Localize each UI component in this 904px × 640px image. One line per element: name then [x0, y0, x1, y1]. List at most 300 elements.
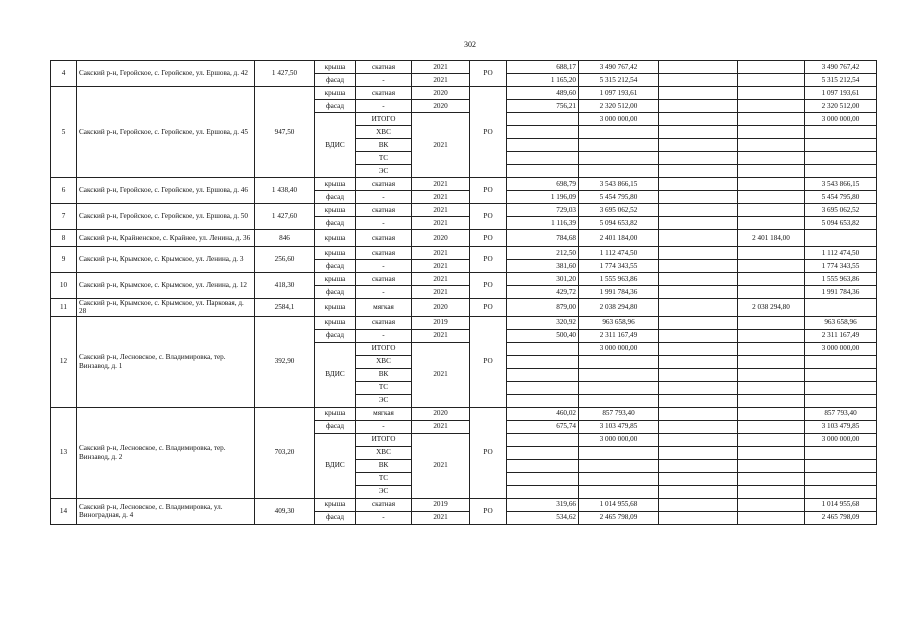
- year-cell: 2021: [412, 420, 470, 433]
- table-row: [51, 407, 877, 420]
- method-cell: РО: [470, 87, 507, 178]
- col-g-cell: 3 543 866,15: [805, 178, 877, 191]
- total-cost-cell: 1 555 963,86: [579, 273, 659, 286]
- type-cell: -: [356, 420, 412, 433]
- element-cell: крыша: [315, 87, 356, 100]
- page-number: 302: [464, 40, 476, 49]
- empty-cell: [659, 368, 738, 381]
- col-g-cell: [805, 165, 877, 178]
- unit-cost-cell: [507, 152, 579, 165]
- unit-cost-cell: 784,68: [507, 230, 579, 247]
- year-cell: 2021: [412, 74, 470, 87]
- total-cost-cell: 2 320 512,00: [579, 100, 659, 113]
- col-g-cell: [805, 459, 877, 472]
- type-cell: скатная: [356, 273, 412, 286]
- col-g-cell: [805, 355, 877, 368]
- col-f-cell: [738, 459, 805, 472]
- unit-cost-cell: [507, 355, 579, 368]
- method-cell: РО: [470, 204, 507, 230]
- empty-cell: [659, 485, 738, 498]
- col-f-cell: [738, 217, 805, 230]
- element-cell: фасад: [315, 420, 356, 433]
- type-cell: -: [356, 100, 412, 113]
- col-f-cell: [738, 472, 805, 485]
- year-cell: 2019: [412, 316, 470, 329]
- year-cell: 2021: [412, 217, 470, 230]
- empty-cell: [659, 459, 738, 472]
- year-cell: 2021: [412, 178, 470, 191]
- col-f-cell: [738, 381, 805, 394]
- col-f-cell: [738, 286, 805, 299]
- element-cell: фасад: [315, 74, 356, 87]
- area-cell: 392,90: [255, 316, 315, 407]
- table-row: [51, 61, 877, 74]
- unit-cost-cell: 534,62: [507, 511, 579, 524]
- empty-cell: [659, 139, 738, 152]
- unit-cost-cell: 698,79: [507, 178, 579, 191]
- row-number: 14: [51, 498, 77, 524]
- col-g-cell: [805, 139, 877, 152]
- element-cell: крыша: [315, 299, 356, 317]
- table-row: [51, 247, 877, 260]
- element-cell: крыша: [315, 178, 356, 191]
- address-cell: Сакский р-н, Крымское, с. Крымское, ул. Ленина, д. 3: [77, 247, 255, 273]
- type-cell: -: [356, 217, 412, 230]
- table-row: [51, 299, 877, 317]
- col-g-cell: 1 014 955,68: [805, 498, 877, 511]
- address-cell: Сакский р-н, Геройское, с. Геройское, ул. Ершова, д. 42: [77, 61, 255, 87]
- method-cell: РО: [470, 61, 507, 87]
- col-g-cell: 5 454 795,80: [805, 191, 877, 204]
- empty-cell: [659, 217, 738, 230]
- area-cell: 2584,1: [255, 299, 315, 317]
- table-row: [51, 316, 877, 329]
- year-cell: 2021: [412, 273, 470, 286]
- element-cell: фасад: [315, 191, 356, 204]
- empty-cell: [659, 472, 738, 485]
- total-cost-cell: 2 465 798,09: [579, 511, 659, 524]
- total-cost-cell: [579, 126, 659, 139]
- total-cost-cell: 1 097 193,61: [579, 87, 659, 100]
- type-cell: скатная: [356, 87, 412, 100]
- total-cost-cell: 3 103 479,85: [579, 420, 659, 433]
- vdis-year: 2021: [412, 433, 470, 498]
- col-f-cell: [738, 342, 805, 355]
- col-g-cell: [805, 368, 877, 381]
- row-number: 6: [51, 178, 77, 204]
- element-cell: крыша: [315, 316, 356, 329]
- empty-cell: [659, 394, 738, 407]
- total-cost-cell: 3 695 062,52: [579, 204, 659, 217]
- total-cost-cell: 1 014 955,68: [579, 498, 659, 511]
- col-g-cell: [805, 381, 877, 394]
- empty-cell: [659, 74, 738, 87]
- unit-cost-cell: [507, 472, 579, 485]
- col-f-cell: [738, 273, 805, 286]
- col-g-cell: 3 490 767,42: [805, 61, 877, 74]
- unit-cost-cell: 320,92: [507, 316, 579, 329]
- address-cell: Сакский р-н, Крымское, с. Крымское, ул. Ленина, д. 12: [77, 273, 255, 299]
- unit-cost-cell: [507, 394, 579, 407]
- col-g-cell: [805, 299, 877, 317]
- empty-cell: [659, 165, 738, 178]
- total-cost-cell: 1 774 343,55: [579, 260, 659, 273]
- type-cell: скатная: [356, 204, 412, 217]
- table-row: [51, 230, 877, 247]
- unit-cost-cell: [507, 165, 579, 178]
- total-cost-cell: [579, 459, 659, 472]
- col-g-cell: 3 000 000,00: [805, 433, 877, 446]
- year-cell: 2020: [412, 299, 470, 317]
- col-f-cell: [738, 446, 805, 459]
- row-number: 8: [51, 230, 77, 247]
- empty-cell: [659, 204, 738, 217]
- vdis-item: ТС: [356, 152, 412, 165]
- area-cell: 947,50: [255, 87, 315, 178]
- element-cell: фасад: [315, 511, 356, 524]
- col-f-cell: [738, 260, 805, 273]
- table-row: [51, 273, 877, 286]
- element-cell: крыша: [315, 61, 356, 74]
- total-cost-cell: 2 401 184,00: [579, 230, 659, 247]
- col-f-cell: [738, 165, 805, 178]
- element-cell: крыша: [315, 247, 356, 260]
- unit-cost-cell: 729,03: [507, 204, 579, 217]
- unit-cost-cell: 319,66: [507, 498, 579, 511]
- col-g-cell: 5 094 653,82: [805, 217, 877, 230]
- total-cost-cell: [579, 152, 659, 165]
- empty-cell: [659, 191, 738, 204]
- row-number: 4: [51, 61, 77, 87]
- empty-cell: [659, 100, 738, 113]
- vdis-item: ТС: [356, 472, 412, 485]
- col-f-cell: [738, 191, 805, 204]
- total-cost-cell: [579, 485, 659, 498]
- total-cost-cell: 3 000 000,00: [579, 433, 659, 446]
- year-cell: 2020: [412, 230, 470, 247]
- col-f-cell: [738, 498, 805, 511]
- col-g-cell: 3 695 062,52: [805, 204, 877, 217]
- empty-cell: [659, 299, 738, 317]
- element-cell: крыша: [315, 273, 356, 286]
- empty-cell: [659, 355, 738, 368]
- method-cell: РО: [470, 316, 507, 407]
- unit-cost-cell: [507, 433, 579, 446]
- vdis-item: ЭС: [356, 485, 412, 498]
- vdis-year: 2021: [412, 113, 470, 178]
- col-g-cell: 5 315 212,54: [805, 74, 877, 87]
- method-cell: РО: [470, 498, 507, 524]
- empty-cell: [659, 152, 738, 165]
- total-cost-cell: 5 094 653,82: [579, 217, 659, 230]
- method-cell: РО: [470, 407, 507, 498]
- col-g-cell: 3 000 000,00: [805, 342, 877, 355]
- area-cell: 1 427,60: [255, 204, 315, 230]
- vdis-item: ИТОГО: [356, 433, 412, 446]
- vdis-item: ЭС: [356, 394, 412, 407]
- type-cell: -: [356, 286, 412, 299]
- vdis-item: ИТОГО: [356, 113, 412, 126]
- vdis-item: ТС: [356, 381, 412, 394]
- unit-cost-cell: 688,17: [507, 61, 579, 74]
- col-f-cell: [738, 247, 805, 260]
- element-cell: крыша: [315, 498, 356, 511]
- empty-cell: [659, 498, 738, 511]
- element-cell: крыша: [315, 407, 356, 420]
- col-g-cell: [805, 126, 877, 139]
- vdis-item: ВК: [356, 139, 412, 152]
- unit-cost-cell: 1 165,20: [507, 74, 579, 87]
- total-cost-cell: [579, 165, 659, 178]
- row-number: 12: [51, 316, 77, 407]
- address-cell: Сакский р-н, Крайненское, с. Крайнее, ул. Ленина, д. 36: [77, 230, 255, 247]
- empty-cell: [659, 178, 738, 191]
- empty-cell: [659, 113, 738, 126]
- total-cost-cell: [579, 381, 659, 394]
- type-cell: скатная: [356, 230, 412, 247]
- unit-cost-cell: [507, 368, 579, 381]
- type-cell: мягкая: [356, 299, 412, 317]
- unit-cost-cell: 212,50: [507, 247, 579, 260]
- unit-cost-cell: [507, 342, 579, 355]
- unit-cost-cell: 301,20: [507, 273, 579, 286]
- empty-cell: [659, 381, 738, 394]
- element-cell: фасад: [315, 100, 356, 113]
- col-f-cell: [738, 368, 805, 381]
- col-g-cell: 2 320 512,00: [805, 100, 877, 113]
- type-cell: скатная: [356, 498, 412, 511]
- type-cell: -: [356, 260, 412, 273]
- vdis-year: 2021: [412, 342, 470, 407]
- total-cost-cell: 3 000 000,00: [579, 113, 659, 126]
- unit-cost-cell: [507, 113, 579, 126]
- total-cost-cell: [579, 355, 659, 368]
- empty-cell: [659, 286, 738, 299]
- unit-cost-cell: 500,40: [507, 329, 579, 342]
- col-f-cell: [738, 511, 805, 524]
- year-cell: 2021: [412, 329, 470, 342]
- vdis-item: ХВС: [356, 355, 412, 368]
- col-f-cell: [738, 433, 805, 446]
- empty-cell: [659, 511, 738, 524]
- col-f-cell: [738, 394, 805, 407]
- unit-cost-cell: [507, 459, 579, 472]
- col-g-cell: [805, 394, 877, 407]
- total-cost-cell: 3 490 767,42: [579, 61, 659, 74]
- total-cost-cell: 3 000 000,00: [579, 342, 659, 355]
- empty-cell: [659, 87, 738, 100]
- col-f-cell: [738, 329, 805, 342]
- method-cell: РО: [470, 273, 507, 299]
- col-f-cell: [738, 152, 805, 165]
- year-cell: 2021: [412, 191, 470, 204]
- table-row: [51, 204, 877, 217]
- type-cell: мягкая: [356, 407, 412, 420]
- address-cell: Сакский р-н, Геройское, с. Геройское, ул. Ершова, д. 50: [77, 204, 255, 230]
- address-cell: Сакский р-н, Геройское, с. Геройское, ул. Ершова, д. 46: [77, 178, 255, 204]
- element-cell: фасад: [315, 217, 356, 230]
- total-cost-cell: 2 311 167,49: [579, 329, 659, 342]
- col-g-cell: 1 991 784,36: [805, 286, 877, 299]
- unit-cost-cell: 879,00: [507, 299, 579, 317]
- year-cell: 2020: [412, 100, 470, 113]
- col-g-cell: 857 793,40: [805, 407, 877, 420]
- type-cell: -: [356, 191, 412, 204]
- method-cell: РО: [470, 230, 507, 247]
- unit-cost-cell: [507, 485, 579, 498]
- vdis-item: ВК: [356, 368, 412, 381]
- total-cost-cell: [579, 472, 659, 485]
- element-cell: фасад: [315, 329, 356, 342]
- total-cost-cell: 5 454 795,80: [579, 191, 659, 204]
- row-number: 7: [51, 204, 77, 230]
- year-cell: 2020: [412, 87, 470, 100]
- total-cost-cell: [579, 139, 659, 152]
- empty-cell: [659, 260, 738, 273]
- col-f-cell: [738, 139, 805, 152]
- vdis-label: ВДИС: [315, 342, 356, 407]
- year-cell: 2021: [412, 61, 470, 74]
- type-cell: -: [356, 329, 412, 342]
- col-g-cell: [805, 472, 877, 485]
- col-g-cell: [805, 230, 877, 247]
- table-row: [51, 498, 877, 511]
- area-cell: 846: [255, 230, 315, 247]
- col-f-cell: [738, 485, 805, 498]
- col-g-cell: 1 774 343,55: [805, 260, 877, 273]
- empty-cell: [659, 230, 738, 247]
- total-cost-cell: 3 543 866,15: [579, 178, 659, 191]
- unit-cost-cell: 1 196,09: [507, 191, 579, 204]
- total-cost-cell: 5 315 212,54: [579, 74, 659, 87]
- col-f-cell: [738, 113, 805, 126]
- unit-cost-cell: [507, 381, 579, 394]
- col-g-cell: 1 097 193,61: [805, 87, 877, 100]
- total-cost-cell: 2 038 294,80: [579, 299, 659, 317]
- element-cell: крыша: [315, 230, 356, 247]
- total-cost-cell: [579, 394, 659, 407]
- col-f-cell: [738, 74, 805, 87]
- area-cell: 418,30: [255, 273, 315, 299]
- year-cell: 2021: [412, 286, 470, 299]
- area-cell: 409,30: [255, 498, 315, 524]
- unit-cost-cell: 489,60: [507, 87, 579, 100]
- col-f-cell: [738, 420, 805, 433]
- row-number: 9: [51, 247, 77, 273]
- unit-cost-cell: 675,74: [507, 420, 579, 433]
- total-cost-cell: 1 991 784,36: [579, 286, 659, 299]
- table-row: [51, 87, 877, 100]
- area-cell: 1 427,50: [255, 61, 315, 87]
- type-cell: -: [356, 511, 412, 524]
- type-cell: -: [356, 74, 412, 87]
- total-cost-cell: [579, 368, 659, 381]
- type-cell: скатная: [356, 178, 412, 191]
- col-g-cell: [805, 485, 877, 498]
- col-g-cell: 1 112 474,50: [805, 247, 877, 260]
- method-cell: РО: [470, 178, 507, 204]
- vdis-label: ВДИС: [315, 433, 356, 498]
- col-g-cell: 1 555 963,86: [805, 273, 877, 286]
- unit-cost-cell: 756,21: [507, 100, 579, 113]
- empty-cell: [659, 342, 738, 355]
- element-cell: фасад: [315, 260, 356, 273]
- area-cell: 256,60: [255, 247, 315, 273]
- address-cell: Сакский р-н, Лесновское, с. Владимировка, тер. Винзавод, д. 1: [77, 316, 255, 407]
- empty-cell: [659, 433, 738, 446]
- vdis-item: ХВС: [356, 126, 412, 139]
- unit-cost-cell: 1 116,39: [507, 217, 579, 230]
- vdis-item: ИТОГО: [356, 342, 412, 355]
- method-cell: РО: [470, 247, 507, 273]
- vdis-item: ВК: [356, 459, 412, 472]
- row-number: 10: [51, 273, 77, 299]
- col-f-cell: [738, 100, 805, 113]
- col-f-cell: [738, 316, 805, 329]
- unit-cost-cell: [507, 139, 579, 152]
- empty-cell: [659, 446, 738, 459]
- year-cell: 2020: [412, 407, 470, 420]
- year-cell: 2021: [412, 204, 470, 217]
- type-cell: скатная: [356, 247, 412, 260]
- repair-schedule-table: [50, 60, 877, 525]
- vdis-label: ВДИС: [315, 113, 356, 178]
- col-f-cell: [738, 61, 805, 74]
- col-f-cell: [738, 407, 805, 420]
- col-f-cell: [738, 355, 805, 368]
- total-cost-cell: 1 112 474,50: [579, 247, 659, 260]
- type-cell: скатная: [356, 61, 412, 74]
- unit-cost-cell: [507, 126, 579, 139]
- area-cell: 1 438,40: [255, 178, 315, 204]
- table-row: [51, 178, 877, 191]
- col-f-cell: [738, 87, 805, 100]
- address-cell: Сакский р-н, Лесновское, с. Владимировка, тер. Винзавод, д. 2: [77, 407, 255, 498]
- col-g-cell: 2 465 798,09: [805, 511, 877, 524]
- col-g-cell: [805, 152, 877, 165]
- col-f-cell: [738, 204, 805, 217]
- col-g-cell: 3 103 479,85: [805, 420, 877, 433]
- unit-cost-cell: 381,60: [507, 260, 579, 273]
- total-cost-cell: 857 793,40: [579, 407, 659, 420]
- col-g-cell: 2 311 167,49: [805, 329, 877, 342]
- vdis-item: ХВС: [356, 446, 412, 459]
- year-cell: 2021: [412, 260, 470, 273]
- total-cost-cell: [579, 446, 659, 459]
- unit-cost-cell: 429,72: [507, 286, 579, 299]
- year-cell: 2019: [412, 498, 470, 511]
- empty-cell: [659, 126, 738, 139]
- row-number: 11: [51, 299, 77, 317]
- col-f-cell: [738, 126, 805, 139]
- col-g-cell: 3 000 000,00: [805, 113, 877, 126]
- total-cost-cell: 963 658,96: [579, 316, 659, 329]
- year-cell: 2021: [412, 511, 470, 524]
- element-cell: фасад: [315, 286, 356, 299]
- row-number: 5: [51, 87, 77, 178]
- empty-cell: [659, 61, 738, 74]
- unit-cost-cell: 460,02: [507, 407, 579, 420]
- col-f-cell: 2 038 294,80: [738, 299, 805, 317]
- empty-cell: [659, 329, 738, 342]
- empty-cell: [659, 316, 738, 329]
- col-f-cell: [738, 178, 805, 191]
- method-cell: РО: [470, 299, 507, 317]
- address-cell: Сакский р-н, Лесновское, с. Владимировка, ул. Виноградная, д. 4: [77, 498, 255, 524]
- empty-cell: [659, 407, 738, 420]
- vdis-item: ЭС: [356, 165, 412, 178]
- col-g-cell: [805, 446, 877, 459]
